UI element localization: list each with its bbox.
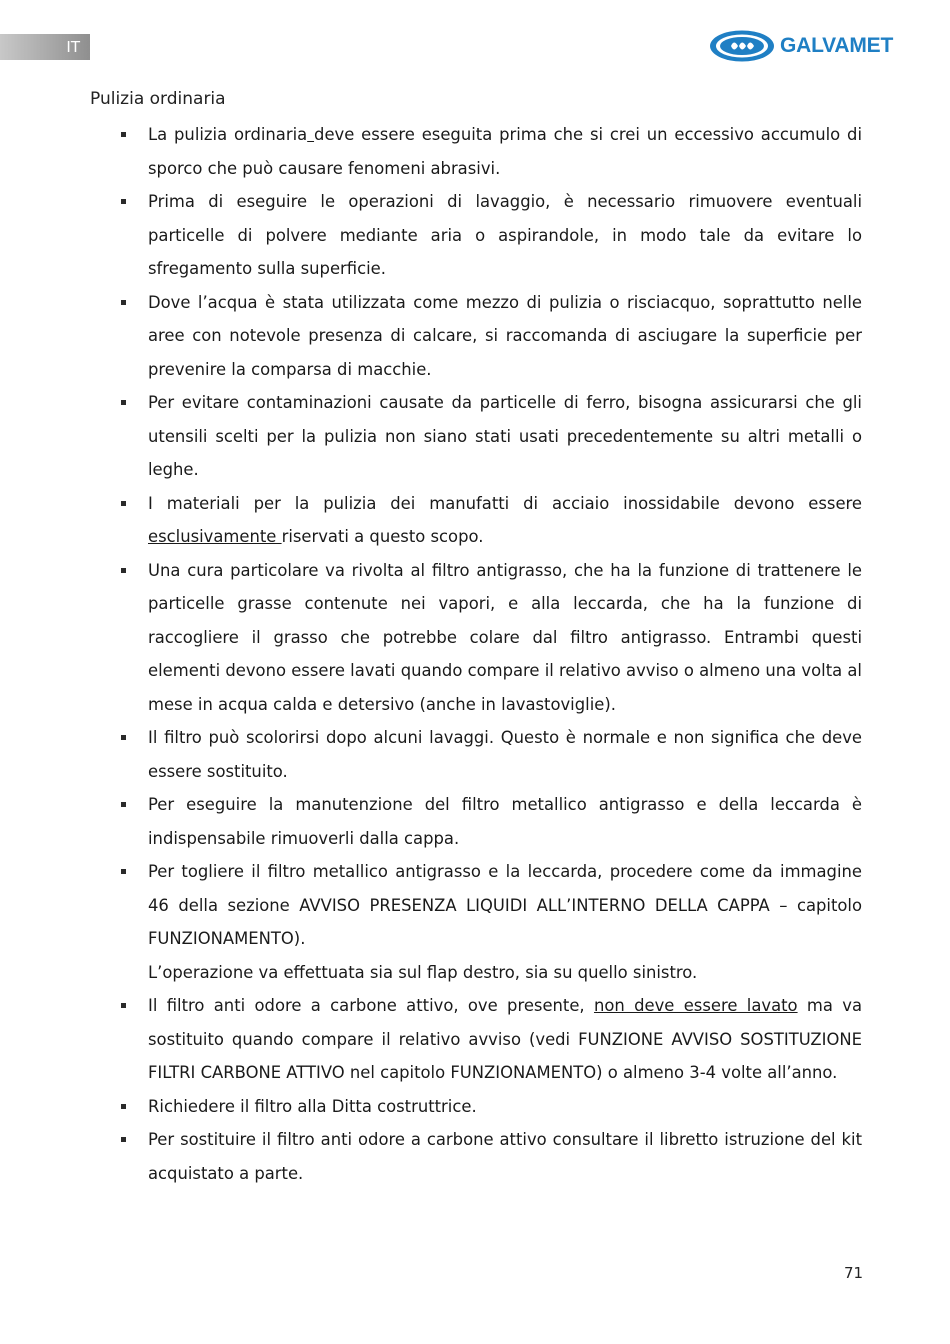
bullet-square-icon bbox=[121, 300, 126, 305]
bullet-square-icon bbox=[121, 132, 126, 137]
underlined-text: esclusivamente bbox=[148, 527, 282, 546]
list-item bbox=[120, 386, 862, 487]
list-item bbox=[120, 855, 862, 989]
list-item-text bbox=[148, 862, 862, 948]
list-item-text bbox=[148, 728, 862, 781]
list-item-text-start: Il filtro anti odore a carbone attivo, ove presente, bbox=[148, 996, 594, 1015]
list-item-text-end: riservati a questo scopo. bbox=[281, 527, 484, 546]
brand-logo bbox=[708, 28, 903, 64]
galvamet-logo-icon bbox=[708, 29, 776, 63]
list-item-text-start: La pulizia ordinaria bbox=[148, 125, 308, 144]
list-item-continuation: L’operazione va effettuata sia sul flap destro, sia su quello sinistro. bbox=[148, 962, 698, 982]
language-label: IT bbox=[66, 38, 80, 56]
bullet-list bbox=[120, 118, 862, 1190]
bullet-square-icon bbox=[121, 1137, 126, 1142]
list-item-text bbox=[148, 795, 862, 848]
list-item-text bbox=[148, 561, 862, 714]
list-item bbox=[120, 185, 862, 286]
list-item-text-start: Richiedere il filtro alla Ditta costruttrice. bbox=[148, 1096, 477, 1116]
list-item bbox=[120, 1123, 862, 1190]
section-title: Pulizia ordinaria bbox=[90, 89, 226, 109]
bullet-square-icon bbox=[121, 400, 126, 405]
list-item-text bbox=[148, 125, 862, 178]
bullet-square-icon bbox=[121, 802, 126, 807]
bullet-square-icon bbox=[121, 199, 126, 204]
list-item-text-start: Il filtro può scolorirsi dopo alcuni lavaggi. Questo è normale e non significa che deve essere sostituito. bbox=[148, 728, 862, 781]
list-item-text-start: Prima di eseguire le operazioni di lavaggio, è necessario rimuovere eventuali particelle di polvere mediante aria o aspirandole, in modo tale da evitare lo sfregamento sulla superficie. bbox=[148, 192, 862, 278]
list-item-text bbox=[148, 996, 862, 1082]
list-item bbox=[120, 1090, 862, 1124]
page-number: 71 bbox=[844, 1264, 864, 1282]
list-item-text-start: I materiali per la pulizia dei manufatti di acciaio inossidabile devono essere bbox=[148, 493, 862, 513]
bullet-square-icon bbox=[121, 1003, 126, 1008]
list-item bbox=[120, 989, 862, 1090]
list-item bbox=[120, 286, 862, 387]
list-item-text-start: Per sostituire il filtro anti odore a carbone attivo consultare il libretto istruzione del kit acquistato a parte. bbox=[148, 1130, 862, 1183]
brand-name: GALVAMET bbox=[780, 34, 894, 57]
list-item bbox=[120, 721, 862, 788]
list-item bbox=[120, 487, 862, 554]
list-item bbox=[120, 118, 862, 185]
list-item-text-start: Per eseguire la manutenzione del filtro metallico antigrasso e della leccarda è indispensabile rimuoverli dalla cappa. bbox=[148, 795, 862, 848]
list-item-text bbox=[148, 1130, 862, 1183]
list-item-text-end: deve essere eseguita prima che si crei un eccessivo accumulo di sporco che può causare fenomeni abrasivi. bbox=[148, 125, 863, 178]
document-body bbox=[120, 118, 862, 1190]
bullet-square-icon bbox=[121, 869, 126, 874]
list-item bbox=[120, 788, 862, 855]
list-item-text bbox=[148, 393, 862, 479]
list-item-text-start: Per togliere il filtro metallico antigrasso e la leccarda, procedere come da immagine 46 della sezione AVVISO PRESENZA LIQUIDI ALL’INTERNO DELLA CAPPA – capitolo FUNZIONAMENTO). bbox=[148, 862, 862, 948]
list-item-text-start: Una cura particolare va rivolta al filtro antigrasso, che ha la funzione di trattenere le particelle grasse contenute nei vapori, e alla leccarda, che ha la funzione di raccogliere il grasso che potrebbe colare dal filtro antigrasso. Entrambi questi elementi devono essere lavati quando compare il relativo avviso o almeno una volta al mese in acqua calda e detersivo (anche in lavastoviglie). bbox=[148, 560, 862, 714]
list-item-text bbox=[148, 293, 862, 379]
list-item-text-start: Dove l’acqua è stata utilizzata come mezzo di pulizia o risciacquo, soprattutto nelle aree con notevole presenza di calcare, si raccomanda di asciugare la superficie per prevenire la comparsa di macchie. bbox=[148, 292, 862, 379]
list-item-text-end: ma va sostituito quando compare il relativo avviso (vedi FUNZIONE AVVISO SOSTITUZIONE FILTRI CARBONE ATTIVO nel capitolo FUNZIONAMENTO) o almeno 3-4 volte all’anno. bbox=[148, 996, 862, 1082]
language-tab bbox=[0, 34, 90, 60]
list-item-text bbox=[148, 192, 862, 278]
list-item-text-start: Per evitare contaminazioni causate da particelle di ferro, bisogna assicurarsi che gli utensili scelti per la pulizia non siano stati usati precedentemente su altri metalli o leghe. bbox=[148, 393, 862, 479]
bullet-square-icon bbox=[121, 501, 126, 506]
underlined-text: non deve essere lavato bbox=[593, 996, 798, 1015]
list-item-text bbox=[148, 494, 862, 547]
bullet-square-icon bbox=[121, 568, 126, 573]
list-item bbox=[120, 554, 862, 722]
bullet-square-icon bbox=[121, 1104, 126, 1109]
list-item-text bbox=[148, 1097, 477, 1116]
bullet-square-icon bbox=[121, 735, 126, 740]
